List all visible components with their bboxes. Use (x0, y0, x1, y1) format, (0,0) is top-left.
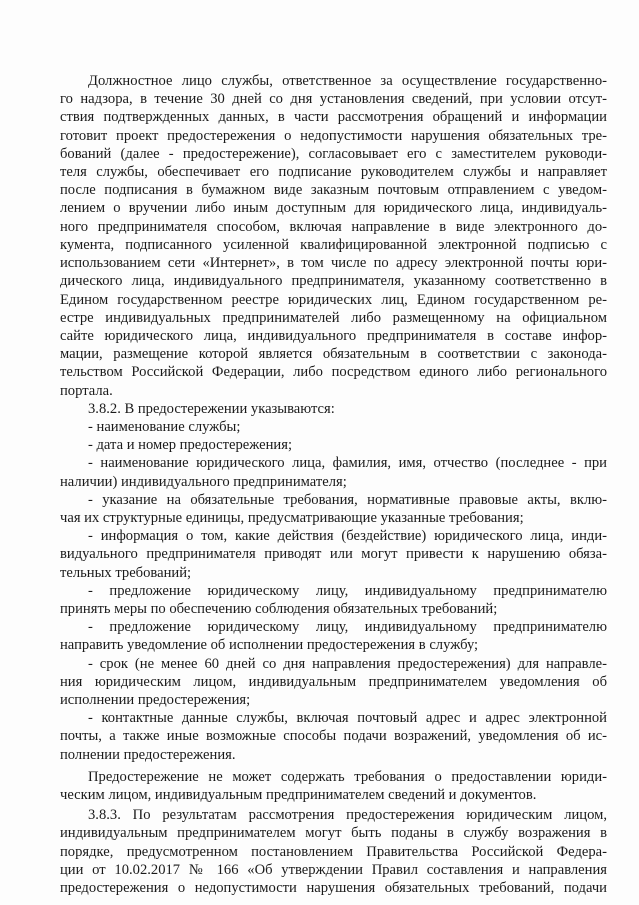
list-item: видуального предпринимателя приводят или могут привести к нарушению обяза- (60, 546, 607, 563)
list-item: направить уведомление об исполнении предостережения в службу; (60, 637, 479, 654)
text-line: Едином государственном реестре юридических лиц, Едином государственном ре- (60, 291, 607, 308)
list-item: - контактные данные службы, включая почтовый адрес и адрес электронной (88, 710, 607, 727)
text-line: 3.8.3. По результатам рассмотрения предостережения юридическим лицом, (88, 807, 607, 824)
list-item: - предложение юридическому лицу, индивидуальному предпринимателю (88, 582, 607, 599)
list-item: чая их структурные единицы, предусматривающие указанные требования; (60, 509, 524, 526)
list-item: исполнении предостережения; (60, 692, 251, 708)
text-line: ческим лицом, индивидуальным предпринимателем сведений и документов. (60, 787, 537, 803)
text-line: мации, размещение которой является обязательным в соответствии с законода- (60, 346, 607, 363)
list-item: наличии) индивидуального предпринимателя; (60, 473, 347, 490)
list-item: принять меры по обеспечению соблюдения обязательных требований; (60, 600, 498, 617)
text-line: теля службы, обеспечивает его подписание руководителем службы и направляет (60, 164, 607, 180)
text-line: ствия подтвержденных данных, в части рассмотрения обращений и информации (60, 109, 607, 126)
text-line: после подписания в бумажном виде заказным почтовым отправлением с уведом- (60, 182, 607, 199)
list-item: - указание на обязательные требования, нормативные правовые акты, вклю- (88, 491, 607, 508)
text-line: тельством Российской Федерации, либо посредством единого либо регионального (60, 364, 607, 381)
list-item: - дата и номер предостережения; (88, 437, 292, 454)
text-line: лением о вручении либо иным доступным для юридического лица, индивидуаль- (60, 200, 607, 217)
list-item: - предложение юридическому лицу, индивидуальному предпринимателю (88, 619, 607, 636)
section-heading: 3.8.2. В предостережении указываются: (88, 400, 335, 417)
list-item: почты, а также иные возможные способы подачи возражений, уведомления об ис- (60, 728, 607, 745)
text-line: сайте юридического лица, индивидуального предпринимателя в составе инфор- (60, 327, 607, 344)
list-item: - наименование юридического лица, фамилия, имя, отчество (последнее - при (88, 455, 607, 472)
text-line: индивидуальным предпринимателем могут быть поданы в службу возражения в (60, 825, 607, 842)
text-line: дического лица, индивидуального предпринимателя, указанному соответственно в (60, 273, 607, 290)
text-line: го надзора, в течение 30 дней со дня установления сведений, при условии отсут- (60, 91, 607, 108)
text-line: естре индивидуальных предпринимателей либо размещенному на официальном (60, 309, 607, 326)
text-line: ного предпринимателя способом, включая направление в виде электронного до- (60, 218, 607, 235)
text-line: бований (далее - предостережение), согласовывает его с заместителем руководи- (60, 145, 607, 162)
text-line: кумента, подписанного усиленной квалифицированной электронной подписью с (60, 236, 607, 253)
text-line: использованием сети «Интернет», в том числе по адресу электронной почты юри- (60, 255, 607, 271)
list-item: полнении предостережения. (60, 746, 236, 763)
text-line: порядке, предусмотренном постановлением Правительства Российской Федера- (60, 843, 607, 860)
list-item: ния юридическим лицом, индивидуальным предпринимателем уведомления об (60, 673, 607, 690)
text-line: портала. (60, 382, 113, 399)
list-item: - информация о том, какие действия (бездействие) юридического лица, инди- (88, 528, 607, 545)
list-item: тельных требований; (60, 564, 192, 581)
text-line: ции от 10.02.2017 № 166 «Об утверждении Правил составления и направления (60, 861, 607, 878)
list-item: - срок (не менее 60 дней со дня направления предостережения) для направле- (88, 655, 607, 672)
text-line: предостережения о недопустимости нарушения обязательных требований, подачи (60, 880, 607, 896)
text-line: Предостережение не может содержать требования о предоставлении юриди- (88, 768, 607, 785)
text-line: готовит проект предостережения о недопустимости нарушения обязательных тре- (60, 127, 607, 144)
text-line: Должностное лицо службы, ответственное за осуществление государственно- (88, 73, 607, 89)
list-item: - наименование службы; (88, 418, 241, 435)
